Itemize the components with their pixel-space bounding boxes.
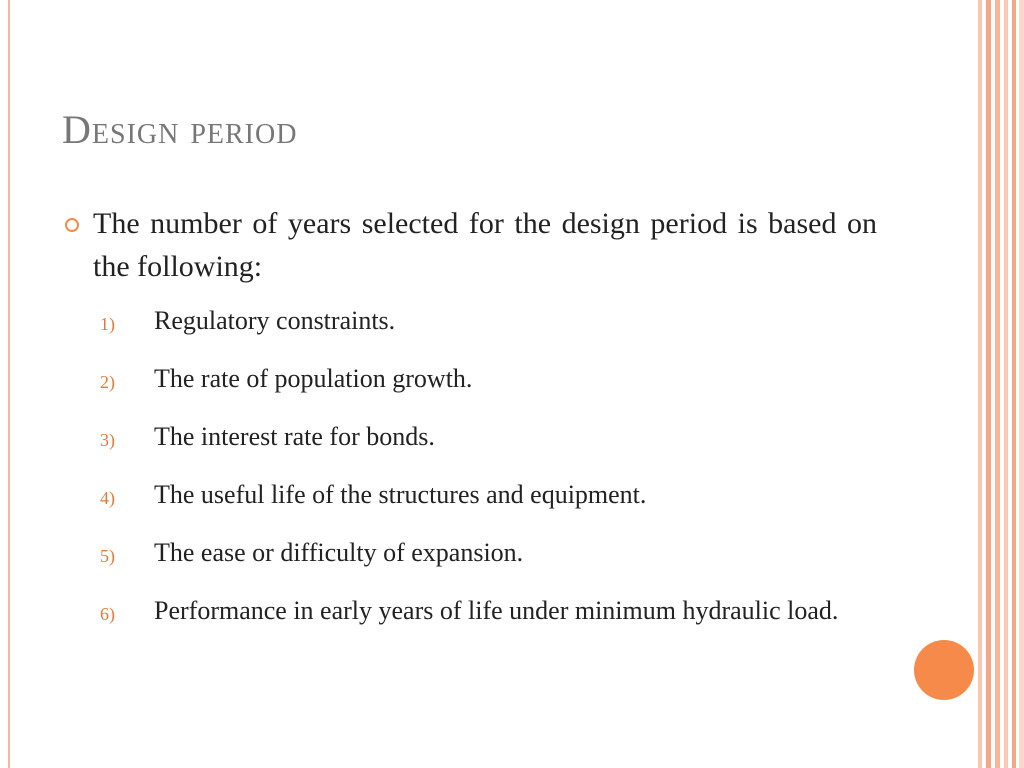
decorative-stripe	[1004, 0, 1008, 768]
orange-circle-decoration	[914, 640, 974, 700]
decorative-stripe	[986, 0, 991, 768]
list-item-number: 6)	[100, 604, 115, 624]
list-item-text: The useful life of the structures and equipment.	[154, 480, 647, 509]
list-item-text: Regulatory constraints.	[154, 306, 396, 335]
list-item-number: 3)	[100, 430, 115, 450]
decorative-stripe	[978, 0, 982, 768]
list-item-number: 5)	[100, 546, 115, 566]
list-item-number: 4)	[100, 488, 115, 508]
slide-title: Design period	[62, 107, 298, 152]
list-item-text: The interest rate for bonds.	[154, 422, 435, 451]
decorative-stripe	[1019, 0, 1024, 768]
list-item-text: The ease or difficulty of expansion.	[154, 538, 524, 567]
bullet-text: The number of years selected for the design period is based on the following:	[93, 207, 877, 283]
list-item-number: 2)	[100, 372, 115, 392]
circle-bullet-icon	[65, 218, 79, 232]
left-border-line	[8, 0, 10, 768]
list-item-text: Performance in early years of life under minimum hydraulic load.	[154, 596, 839, 625]
list-item-text: The rate of population growth.	[154, 364, 473, 393]
decorative-stripe	[1012, 0, 1016, 768]
list-item-number: 1)	[100, 314, 115, 334]
decorative-stripe	[995, 0, 1000, 768]
